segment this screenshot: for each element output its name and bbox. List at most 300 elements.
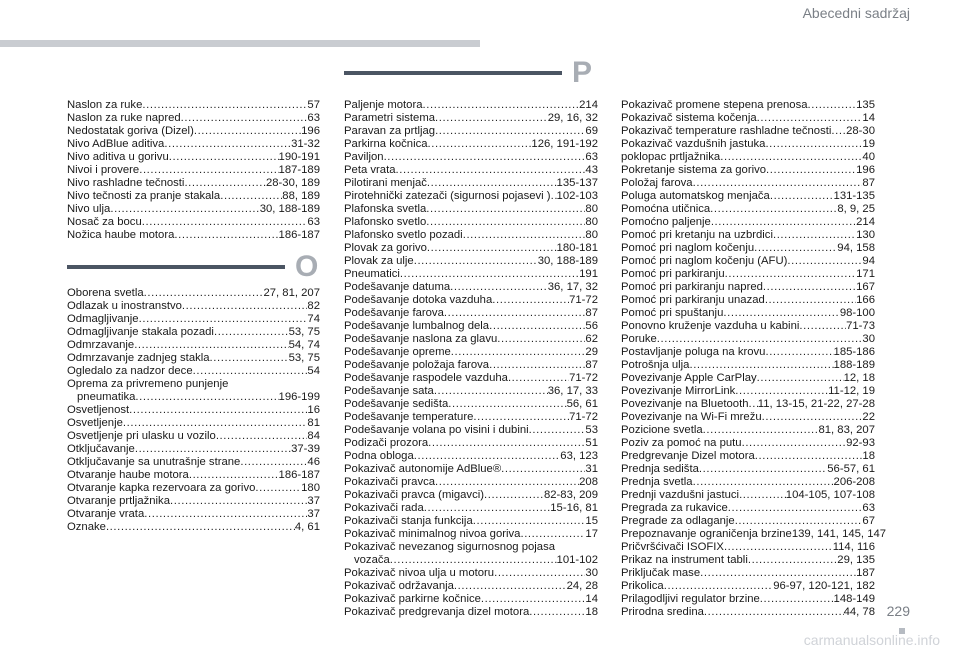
leader-dots	[139, 164, 278, 177]
entry-pages: 139, 141, 145, 147	[791, 528, 887, 540]
entry-pages: 186-187	[278, 229, 320, 241]
entry-term: Parametri sistema	[344, 112, 436, 124]
index-entry	[67, 203, 320, 216]
leader-dots	[106, 521, 295, 534]
index-entry	[67, 469, 320, 482]
entry-pages: 30	[585, 567, 598, 579]
entry-term: Podešavanje temperature	[344, 411, 474, 423]
index-entry	[344, 294, 598, 307]
leader-dots	[693, 476, 834, 489]
index-entry	[344, 307, 598, 320]
leader-dots	[435, 112, 548, 125]
entry-pages: 171	[856, 268, 875, 280]
leader-dots	[501, 463, 585, 476]
entry-pages: 80	[585, 229, 598, 241]
entry-term: Pokazivač minimalnog nivoa goriva	[344, 528, 521, 540]
leader-dots	[135, 443, 291, 456]
index-entry	[344, 502, 598, 515]
entry-pages: 206-208	[833, 476, 875, 488]
entry-pages: 167	[856, 281, 875, 293]
entry-pages: 11-12, 19	[828, 385, 875, 397]
entry-pages: 54	[307, 365, 320, 377]
entry-term: Podizači prozora	[344, 437, 429, 449]
entry-term: Pregrade za odlaganje	[621, 515, 735, 527]
index-entry	[621, 99, 875, 112]
entry-pages: 214	[856, 216, 875, 228]
leader-dots	[414, 450, 561, 463]
index-entry	[344, 268, 598, 281]
index-entry	[621, 541, 875, 554]
entry-pages: 29, 135	[837, 554, 875, 566]
index-entry	[344, 398, 598, 411]
index-entry	[621, 294, 875, 307]
leader-dots	[255, 482, 301, 495]
index-entry	[344, 281, 598, 294]
index-entry	[344, 125, 598, 138]
index-entry	[344, 411, 598, 424]
leader-dots	[182, 300, 308, 313]
entry-term: Plovak za ulje	[344, 255, 414, 267]
index-entry	[621, 450, 875, 463]
entry-pages: 56-57, 61	[827, 463, 875, 475]
index-entry	[67, 365, 320, 378]
entry-term: Naslon za ruke	[67, 99, 143, 111]
index-entry	[67, 521, 320, 534]
entry-pages: 135	[856, 99, 875, 111]
entry-term: Nivo aditiva u gorivu	[67, 151, 169, 163]
entry-pages: 187-189	[278, 164, 320, 176]
leader-dots	[214, 326, 289, 339]
entry-pages: 101-102	[556, 554, 598, 566]
leader-dots	[144, 287, 264, 300]
leader-dots	[749, 398, 758, 411]
entry-pages: 196	[856, 164, 875, 176]
entry-term: Nivoi i provere	[67, 164, 140, 176]
entry-term: Pomoć pri naglom kočenju (AFU)	[621, 255, 788, 267]
index-entry	[344, 320, 598, 333]
index-entry	[67, 417, 320, 430]
leader-dots	[725, 268, 857, 281]
entry-pages: 71-72	[569, 372, 598, 384]
entry-pages: 96-97, 120-121, 182	[773, 580, 875, 592]
index-entry	[344, 164, 598, 177]
entry-term: Pirotehnički zatezači (sigurnosi pojasevi )	[344, 190, 551, 202]
index-entry	[621, 164, 875, 177]
leader-dots	[520, 528, 585, 541]
entry-term: Prednji vazdušni jastuci	[621, 489, 740, 501]
leader-dots	[129, 404, 307, 417]
index-entry	[621, 580, 875, 593]
index-entry	[344, 424, 598, 437]
entry-term: Ogledalo za nadzor dece	[67, 365, 193, 377]
leader-dots	[763, 281, 856, 294]
entry-pages: 44, 78	[843, 606, 875, 618]
leader-dots	[773, 229, 856, 242]
leader-dots	[760, 593, 834, 606]
entry-term: Plafonska svetla	[344, 203, 427, 215]
entry-term: Pomoćna utičnica	[621, 203, 711, 215]
entry-pages: 37	[307, 495, 320, 507]
entry-term: Podešavanje naslona za glavu	[344, 333, 498, 345]
leader-dots	[220, 190, 282, 203]
index-entry	[67, 495, 320, 508]
index-entry	[67, 456, 320, 469]
entry-term: Pokazivač održavanja	[344, 580, 454, 592]
entry-term: Pokretanje sistema za gorivo	[621, 164, 767, 176]
letter-divider	[67, 265, 285, 269]
leader-dots	[724, 541, 833, 554]
entry-term: Odlazak u inostranstvo	[67, 300, 182, 312]
entry-pages: 80	[585, 216, 598, 228]
index-entry	[67, 164, 320, 177]
leader-dots	[489, 320, 585, 333]
entry-term: Pokazivači rada	[344, 502, 424, 514]
leader-dots	[435, 476, 579, 489]
entry-term: Pomoć pri naglom kočenju	[621, 242, 755, 254]
entry-pages: 30, 188-189	[537, 255, 598, 267]
entry-pages: 63	[585, 151, 598, 163]
leader-dots	[423, 99, 580, 112]
entry-pages: 56, 61	[566, 398, 598, 410]
entry-pages: 4, 61	[294, 521, 320, 533]
letter-divider	[344, 71, 562, 75]
entry-pages: 18	[862, 450, 875, 462]
entry-term: pneumatika	[77, 391, 136, 403]
leader-dots	[210, 352, 289, 365]
entry-pages: 196	[301, 125, 320, 137]
index-entry	[621, 593, 875, 606]
entry-term: Oborena svetla	[67, 287, 144, 299]
letter-o: O	[295, 250, 319, 283]
watermark: carmanualsonline.info	[803, 632, 940, 648]
entry-term: Priključak mase	[621, 567, 701, 579]
entry-pages: 29, 16, 32	[547, 112, 598, 124]
leader-dots	[757, 372, 844, 385]
entry-term: Podešavanje farova	[344, 307, 444, 319]
leader-dots	[700, 567, 856, 580]
leader-dots	[426, 203, 585, 216]
entry-term: Pomoćno paljenje	[621, 216, 711, 228]
index-entry	[67, 404, 320, 417]
entry-pages: 14	[585, 593, 598, 605]
leader-dots	[169, 151, 279, 164]
index-entry	[344, 528, 598, 541]
entry-pages: 15	[585, 515, 598, 527]
index-entry	[344, 489, 598, 502]
leader-dots	[454, 580, 567, 593]
entry-term: Podešavanje raspodele vazduha	[344, 372, 508, 384]
section-title: Abecedni sadržaj	[802, 5, 910, 21]
leader-dots	[689, 359, 833, 372]
index-entry	[344, 437, 598, 450]
entry-pages: 31	[585, 463, 598, 475]
entry-term: Pomoć pri parkiranju napred	[621, 281, 763, 293]
entry-term: Odmrzavanje	[67, 339, 135, 351]
entry-term: Nivo ulja	[67, 203, 111, 215]
index-entry	[344, 554, 598, 567]
leader-dots	[428, 437, 585, 450]
index-entry	[67, 482, 320, 495]
index-entry	[621, 359, 875, 372]
entry-term: Odmrzavanje zadnjeg stakla	[67, 352, 210, 364]
entry-pages: 69	[585, 125, 598, 137]
leader-dots	[435, 125, 585, 138]
leader-dots	[396, 164, 586, 177]
entry-pages: 148-149	[833, 593, 875, 605]
entry-pages: 88, 189	[282, 190, 320, 202]
leader-dots	[216, 430, 308, 443]
index-entry	[621, 307, 875, 320]
leader-dots	[497, 333, 585, 346]
leader-dots	[142, 216, 308, 229]
entry-pages: 63, 123	[560, 450, 598, 462]
entry-term: Podešavanje volana po visini i dubini	[344, 424, 529, 436]
index-entry	[344, 346, 598, 359]
entry-pages: 82-83, 209	[543, 489, 598, 501]
entry-term: Prednja sedišta	[621, 463, 699, 475]
entry-term: Peta vrata	[344, 164, 396, 176]
entry-pages: 43	[585, 164, 598, 176]
index-entry	[344, 541, 598, 554]
leader-dots	[735, 385, 828, 398]
entry-term: Podešavanje sata	[344, 385, 434, 397]
entry-pages: 18	[585, 606, 598, 618]
index-entry	[344, 190, 598, 203]
leader-dots	[529, 424, 586, 437]
entry-pages: 12, 18	[843, 372, 875, 384]
entry-pages: 51	[585, 437, 598, 449]
leader-dots	[473, 411, 569, 424]
entry-pages: 92-93	[846, 437, 875, 449]
index-column-o	[67, 287, 320, 534]
index-entry	[621, 255, 875, 268]
entry-term: Pozicione svetla	[621, 424, 703, 436]
index-entry	[67, 112, 320, 125]
entry-pages: 67	[862, 515, 875, 527]
entry-pages: 126, 191-192	[531, 138, 598, 150]
index-entry	[344, 229, 598, 242]
entry-pages: 63	[862, 502, 875, 514]
entry-term: Podešavanje položaja farova	[344, 359, 490, 371]
index-entry	[67, 125, 320, 138]
entry-pages: 14	[862, 112, 875, 124]
leader-dots	[748, 554, 837, 567]
index-entry	[344, 385, 598, 398]
leader-dots	[424, 502, 551, 515]
entry-term: Pneumatici	[344, 268, 400, 280]
entry-pages: 16	[307, 404, 320, 416]
entry-term: Pomoć pri spuštanju	[621, 307, 724, 319]
entry-pages: 130	[856, 229, 875, 241]
entry-term: Podešavanje sedišta	[344, 398, 449, 410]
entry-pages: 186-187	[278, 469, 320, 481]
leader-dots	[492, 294, 569, 307]
entry-term: Prirodna sredina	[621, 606, 704, 618]
index-entry	[344, 372, 598, 385]
entry-term: Otvaranje vrata	[67, 508, 145, 520]
entry-pages: 28-30	[846, 125, 875, 137]
leader-dots	[473, 515, 586, 528]
index-entry	[344, 151, 598, 164]
entry-pages: 114, 116	[832, 541, 875, 553]
entry-term: Oznake	[67, 521, 106, 533]
entry-pages: 36, 17, 32	[547, 281, 598, 293]
index-entry	[67, 229, 320, 242]
entry-pages: 15-16, 81	[550, 502, 598, 514]
leader-dots	[181, 112, 308, 125]
entry-term: Pomoć pri parkiranju unazad	[621, 294, 765, 306]
index-entry	[344, 99, 598, 112]
leader-dots	[808, 99, 857, 112]
entry-pages: 63	[307, 112, 320, 124]
index-entry	[621, 437, 875, 450]
entry-term: Paravan za prtljag	[344, 125, 436, 137]
entry-pages: 36, 17, 33	[547, 385, 598, 397]
entry-pages: 54, 74	[288, 339, 320, 351]
index-entry	[344, 580, 598, 593]
index-entry	[67, 151, 320, 164]
leader-dots	[142, 99, 307, 112]
index-entry	[67, 430, 320, 443]
entry-pages: 131-135	[833, 190, 875, 202]
index-entry	[67, 339, 320, 352]
entry-term: Poluga automatskog menjača	[621, 190, 770, 202]
leader-dots	[657, 333, 863, 346]
index-entry	[621, 190, 875, 203]
leader-dots	[427, 242, 557, 255]
entry-pages: 87	[585, 359, 598, 371]
entry-term: Podešavanje datuma	[344, 281, 451, 293]
entry-term: Pokazivač sistema kočenja	[621, 112, 757, 124]
entry-term: Položaj farova	[621, 177, 693, 189]
index-entry	[344, 515, 598, 528]
index-entry	[67, 177, 320, 190]
entry-pages: 166	[856, 294, 875, 306]
index-entry	[621, 281, 875, 294]
leader-dots	[428, 138, 532, 151]
entry-term: Pregrada za rukavice	[621, 502, 728, 514]
entry-pages: 94, 158	[837, 242, 875, 254]
entry-term: Otključavanje	[67, 443, 135, 455]
index-entry	[67, 99, 320, 112]
entry-pages: 180-181	[556, 242, 598, 254]
index-entry	[67, 326, 320, 339]
leader-dots	[765, 294, 856, 307]
leader-dots	[766, 164, 856, 177]
leader-dots	[765, 346, 833, 359]
index-entry	[67, 138, 320, 151]
leader-dots	[489, 359, 585, 372]
leader-dots	[164, 138, 291, 151]
leader-dots	[711, 216, 856, 229]
index-entry	[621, 528, 887, 541]
leader-dots	[463, 229, 586, 242]
index-entry	[344, 359, 598, 372]
entry-term: Paviljon	[344, 151, 384, 163]
leader-dots	[448, 398, 566, 411]
entry-term: Pokazivač promene stepena prenosa	[621, 99, 808, 111]
index-entry	[621, 515, 875, 528]
index-entry	[344, 463, 598, 476]
leader-dots	[481, 593, 586, 606]
letter-heading-p	[344, 58, 592, 88]
leader-dots	[693, 177, 863, 190]
entry-pages: 27, 81, 207	[263, 287, 320, 299]
leader-dots	[723, 307, 839, 320]
entry-term: Pokazivači pravca	[344, 476, 436, 488]
leader-dots	[434, 385, 548, 398]
index-entry	[621, 554, 875, 567]
entry-pages: 87	[585, 307, 598, 319]
leader-dots	[739, 489, 786, 502]
entry-term: Prilagodljivi regulator brzine	[621, 593, 760, 605]
entry-term: Pokazivač nevezanog sigurnosnog pojasa	[344, 541, 556, 553]
leader-dots	[451, 346, 586, 359]
entry-term: Odmagljivanje stakala pozadi	[67, 326, 214, 338]
entry-pages: 46	[307, 456, 320, 468]
index-entry	[621, 385, 875, 398]
entry-term: Otključavanje sa unutrašnje strane	[67, 456, 241, 468]
entry-term: Otvaranje haube motora	[67, 469, 189, 481]
index-entry	[621, 424, 875, 437]
leader-dots	[508, 372, 569, 385]
entry-term: Podešavanje dotoka vazduha	[344, 294, 493, 306]
entry-pages: 87	[862, 177, 875, 189]
index-entry	[344, 333, 598, 346]
entry-term: Povezivanje na Wi-Fi mrežu	[621, 411, 762, 423]
entry-term: Odmagljivanje	[67, 313, 139, 325]
leader-dots	[494, 567, 585, 580]
index-entry	[621, 112, 875, 125]
entry-pages: 53, 75	[288, 352, 320, 364]
index-entry	[621, 411, 875, 424]
leader-dots	[728, 502, 863, 515]
leader-dots	[710, 203, 837, 216]
entry-term: Pokazivači pravca (migavci)	[344, 489, 484, 501]
leader-dots	[135, 391, 278, 404]
leader-dots	[735, 515, 863, 528]
entry-term: Prikaz na instrument tabli	[621, 554, 748, 566]
entry-term: Prednja svetla	[621, 476, 693, 488]
leader-dots	[444, 307, 586, 320]
leader-dots	[184, 177, 266, 190]
entry-pages: 8, 9, 25	[837, 203, 875, 215]
entry-term: Nivo rashladne tečnosti	[67, 177, 185, 189]
index-entry	[67, 287, 320, 300]
entry-term: Predgrevanje Dizel motora	[621, 450, 755, 462]
index-entry	[67, 216, 320, 229]
entry-term: Osvetljenost	[67, 404, 130, 416]
entry-term: Poruke	[621, 333, 657, 345]
index-entry	[344, 606, 598, 619]
index-entry	[621, 606, 875, 619]
entry-pages: 74	[307, 313, 320, 325]
entry-pages: 31-32	[291, 138, 320, 150]
entry-pages: 17	[585, 528, 598, 540]
index-entry	[621, 502, 875, 515]
index-entry	[344, 242, 598, 255]
entry-term: Nedostatak goriva (Dizel)	[67, 125, 194, 137]
entry-term: Naslon za ruke napred	[67, 112, 181, 124]
entry-pages: 71-72	[569, 411, 598, 423]
entry-term: Podešavanje lumbalnog dela	[344, 320, 490, 332]
entry-pages: 71-73	[846, 320, 875, 332]
leader-dots	[427, 177, 557, 190]
entry-pages: 102-103	[556, 190, 598, 202]
index-entry	[621, 203, 875, 216]
entry-term: Pokazivač vazdušnih jastuka	[621, 138, 766, 150]
index-entry	[67, 378, 320, 391]
